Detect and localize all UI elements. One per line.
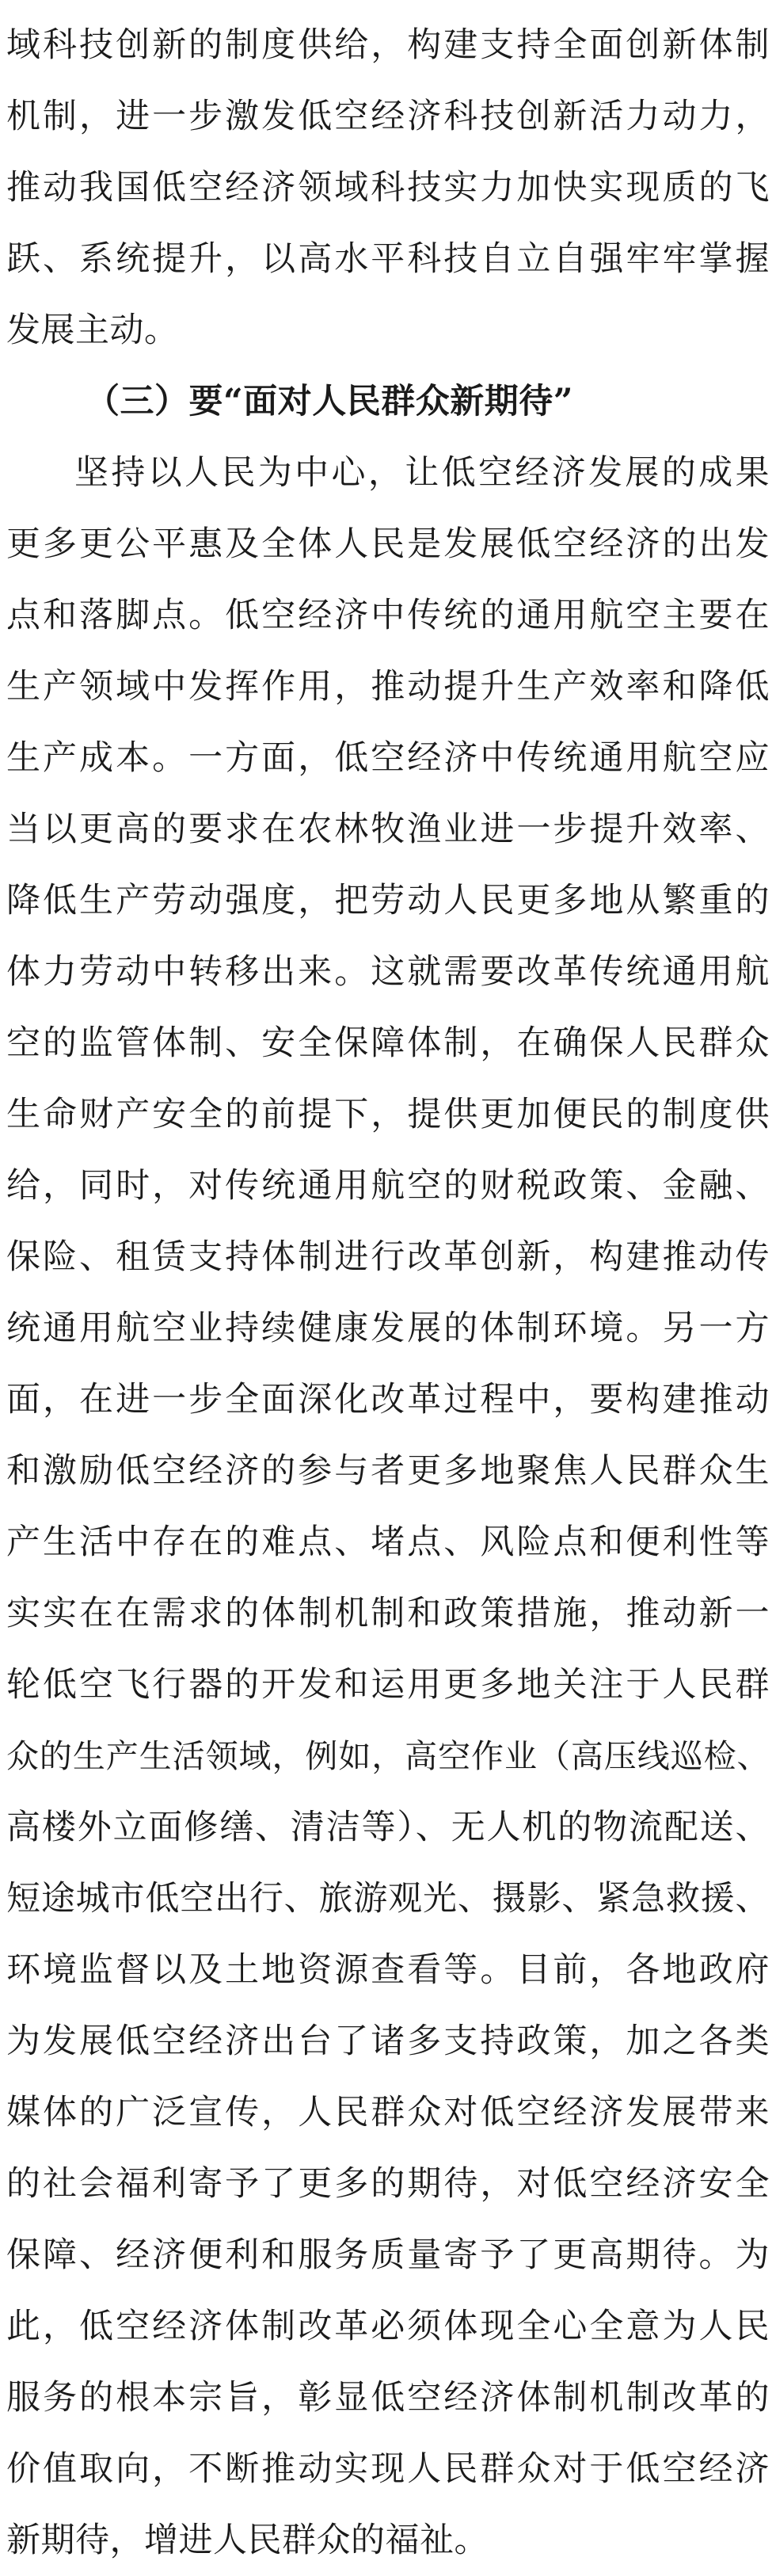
text-line: 众的生产生活领域，例如，高空作业（高压线巡检、 (6, 1737, 770, 1775)
text-line: 轮低空飞行器的开发和运用更多地关注于人民群 (6, 1665, 770, 1705)
text-line: 域科技创新的制度供给，构建支持全面创新体制 (6, 25, 770, 65)
text-line: 为发展低空经济出台了诸多支持政策，加之各类 (6, 2022, 770, 2061)
text-line: 机制，进一步激发低空经济科技创新活力动力， (6, 97, 770, 136)
paragraph-main (6, 437, 770, 2576)
section-heading (6, 366, 770, 437)
text-line: 给，同时，对传统通用航空的财税政策、金融、 (6, 1166, 770, 1206)
text-line: 生命财产安全的前提下，提供更加便民的制度供 (6, 1095, 770, 1134)
text-line: 产生活中存在的难点、堵点、风险点和便利性等 (6, 1522, 770, 1562)
text-line: 保险、租赁支持体制进行改革创新，构建推动传 (6, 1237, 770, 1277)
text-line: 推动我国低空经济领域科技实力加快实现质的飞 (6, 168, 770, 208)
text-line: 发展主动。 (6, 311, 179, 350)
text-line: 当以更高的要求在农林牧渔业进一步提升效率、 (6, 810, 770, 849)
text-line: 生产成本。一方面，低空经济中传统通用航空应 (6, 738, 770, 778)
text-line: 新期待，增进人民群众的福祉。 (6, 2521, 489, 2560)
text-line: 和激励低空经济的参与者更多地聚焦人民群众生 (6, 1451, 770, 1491)
text-line: 保障、经济便利和服务质量寄予了更高期待。为 (6, 2235, 770, 2275)
text-line: 高楼外立面修缮、清洁等）、无人机的物流配送、 (6, 1808, 770, 1847)
text-line: 生产领域中发挥作用，推动提升生产效率和降低 (6, 667, 770, 707)
paragraph-continuation (6, 10, 770, 366)
text-line: 此，低空经济体制改革必须体现全心全意为人民 (6, 2307, 770, 2346)
text-line: 面，在进一步全面深化改革过程中，要构建推动 (6, 1380, 770, 1419)
text-line: 环境监督以及土地资源查看等。目前，各地政府 (6, 1950, 770, 1990)
text-line: 服务的根本宗旨，彰显低空经济体制机制改革的 (6, 2378, 770, 2418)
text-line: 实实在在需求的体制机制和政策措施，推动新一 (6, 1594, 770, 1633)
text-line: 坚持以人民为中心，让低空经济发展的成果 (74, 453, 770, 493)
text-line: 更多更公平惠及全体人民是发展低空经济的出发 (6, 524, 770, 564)
text-line: 价值取向，不断推动实现人民群众对于低空经济 (6, 2449, 770, 2489)
text-line: 体力劳动中转移出来。这就需要改革传统通用航 (6, 952, 770, 992)
text-line: 媒体的广泛宣传，人民群众对低空经济发展带来 (6, 2093, 770, 2132)
text-line: 短途城市低空出行、旅游观光、摄影、紧急救援、 (6, 1879, 770, 1919)
text-line: 跃、系统提升，以高水平科技自立自强牢牢掌握 (6, 239, 770, 279)
text-line: 空的监管体制、安全保障体制，在确保人民群众 (6, 1023, 770, 1063)
text-line: 的社会福利寄予了更多的期待，对低空经济安全 (6, 2164, 770, 2204)
text-line: 降低生产劳动强度，把劳动人民更多地从繁重的 (6, 881, 770, 920)
heading-text: （三）要“面对人民群众新期待” (86, 382, 573, 421)
text-line: 统通用航空业持续健康发展的体制环境。另一方 (6, 1309, 770, 1348)
text-line: 点和落脚点。低空经济中传统的通用航空主要在 (6, 596, 770, 635)
